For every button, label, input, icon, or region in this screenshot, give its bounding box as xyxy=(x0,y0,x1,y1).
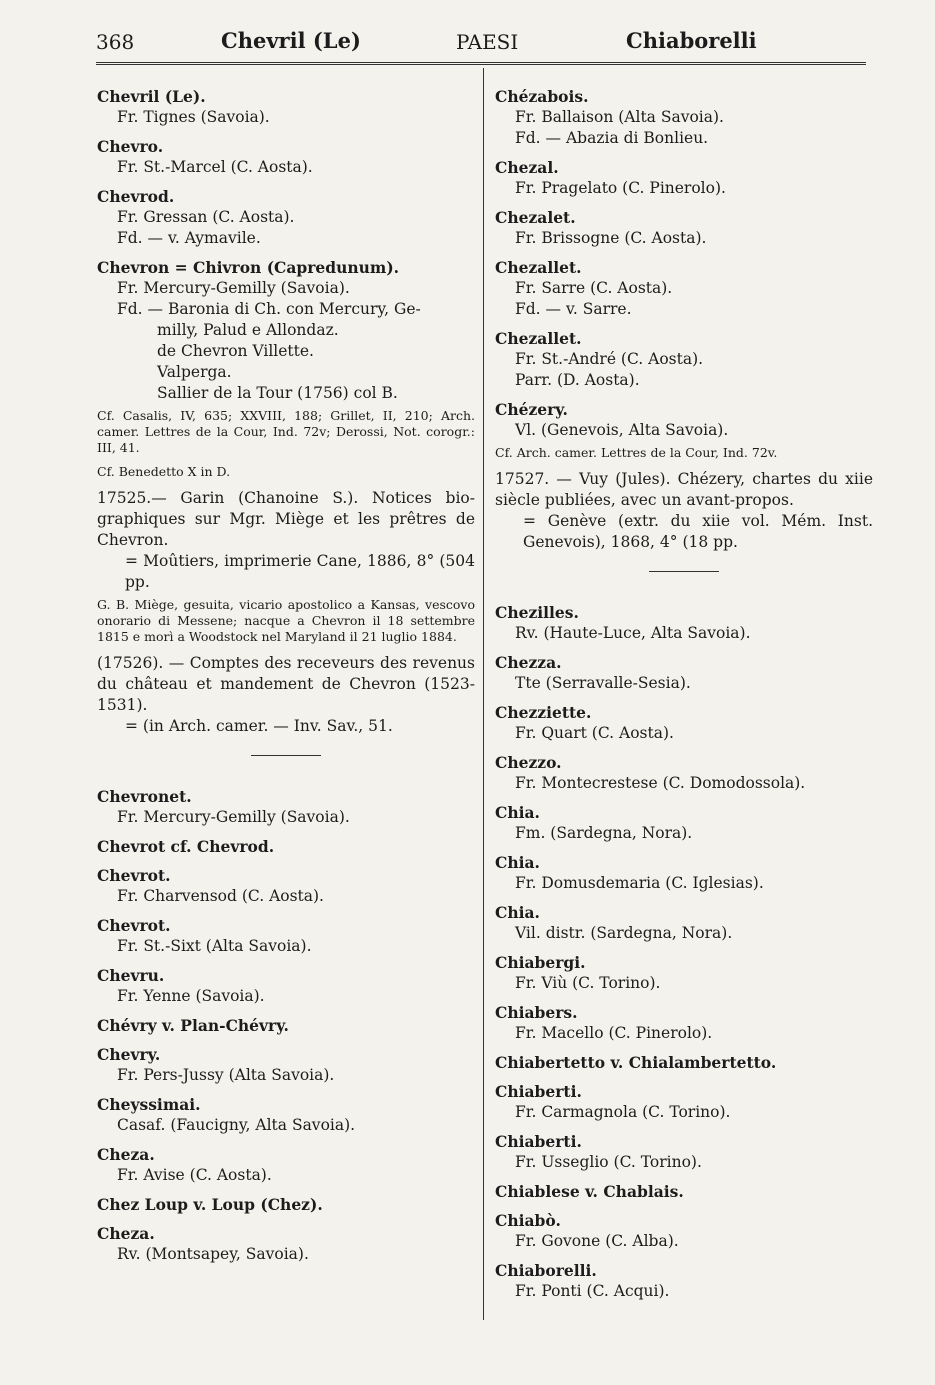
entry-heading: Chezziette. xyxy=(495,703,592,722)
entry-line: Parr. (D. Aosta). xyxy=(515,371,640,389)
entry-line: Fr. Ponti (C. Acqui). xyxy=(515,1282,670,1300)
entry-heading: Chevronet. xyxy=(97,787,192,806)
section-separator xyxy=(251,755,321,756)
entry-line: Fr. Carmagnola (C. Torino). xyxy=(515,1103,731,1121)
entry-line: Fr. St.-André (C. Aosta). xyxy=(515,350,704,368)
entry xyxy=(97,915,475,957)
entry-line: Vl. (Genevois, Alta Savoia). xyxy=(515,421,729,439)
entry xyxy=(495,902,873,944)
entry-heading: Chezilles. xyxy=(495,603,579,622)
entry xyxy=(495,752,873,794)
entry-line: Fr. St.-Marcel (C. Aosta). xyxy=(117,158,313,176)
entry-line: Fr. Yenne (Savoia). xyxy=(117,987,265,1005)
entry-line: Fr. Gressan (C. Aosta). xyxy=(117,208,295,226)
entry-heading: Chevry. xyxy=(97,1045,161,1064)
entry-heading: Cheza. xyxy=(97,1224,155,1243)
entry-heading: Chezallet. xyxy=(495,258,582,277)
entry-heading: Chevrod. xyxy=(97,187,175,206)
entry-line: Fd. — v. Aymavile. xyxy=(117,229,261,247)
entry-line: Valperga. xyxy=(157,363,232,381)
left-column xyxy=(97,86,475,1273)
entry-line: Fm. (Sardegna, Nora). xyxy=(515,824,693,842)
entry xyxy=(495,1181,873,1202)
entry-heading: Chevru. xyxy=(97,966,165,985)
entry-line: Fr. Viù (C. Torino). xyxy=(515,974,661,992)
entry xyxy=(495,328,873,391)
bibliography-publication: = Moûtiers, imprimerie Cane, 1886, 8° (504 pp. xyxy=(125,552,475,591)
page-number: 368 xyxy=(96,30,135,54)
header-rule xyxy=(96,62,866,65)
entry-heading: Chiaborelli. xyxy=(495,1261,597,1280)
entry xyxy=(495,1131,873,1173)
entry-line: Fr. Usseglio (C. Torino). xyxy=(515,1153,702,1171)
entry-line: Fd. — Baronia di Ch. con Mercury, Ge- xyxy=(117,300,421,318)
entry-line: Fr. Pragelato (C. Pinerolo). xyxy=(515,179,726,197)
entry xyxy=(97,1094,475,1136)
entry-heading: Cheza. xyxy=(97,1145,155,1164)
entry-heading: Chevro. xyxy=(97,137,164,156)
entry-line: Fr. Ballaison (Alta Savoia). xyxy=(515,108,724,126)
bibliography-note: G. B. Miège, gesuita, vicario apostolico a Kansas, vescovo onorario di Messene; nacque a Chevron il 18 settembre 1815 e morì a Woodstock nel Maryland il 21 luglio 1884. xyxy=(97,597,475,644)
entry xyxy=(495,1081,873,1123)
entry xyxy=(97,965,475,1007)
entry-heading: Chevril (Le). xyxy=(97,87,206,106)
entry xyxy=(97,86,475,128)
bibliography-entry xyxy=(495,469,873,553)
entry-line: Fr. Pers-Jussy (Alta Savoia). xyxy=(117,1066,335,1084)
entry xyxy=(97,1044,475,1086)
entry-line: Fr. Charvensod (C. Aosta). xyxy=(117,887,324,905)
entry-heading: Chez Loup v. Loup (Chez). xyxy=(97,1195,323,1214)
entry-line: de Chevron Villette. xyxy=(157,342,314,360)
page-header xyxy=(96,28,866,58)
entry xyxy=(495,602,873,644)
entry-line: Fr. Govone (C. Alba). xyxy=(515,1232,679,1250)
entry xyxy=(97,1015,475,1036)
reference-note: Cf. Arch. camer. Lettres de la Cour, Ind. 72v. xyxy=(495,445,778,460)
entry-heading: Chiabertetto v. Chialambertetto. xyxy=(495,1053,777,1072)
bibliography-text: 17525.— Garin (Chanoine S.). Notices bio-graphiques sur Mgr. Miège et les prêtres de Chevron. xyxy=(97,489,475,549)
entry xyxy=(495,1210,873,1252)
entry-line: Fr. Mercury-Gemilly (Savoia). xyxy=(117,279,350,297)
entry-heading: Chezzo. xyxy=(495,753,562,772)
entry-heading: Chiaberti. xyxy=(495,1132,582,1151)
entry xyxy=(97,865,475,907)
entry-heading: Chia. xyxy=(495,903,540,922)
bibliography-publication: = Genève (extr. du xiie vol. Mém. Inst. Genevois), 1868, 4° (18 pp. xyxy=(523,512,873,551)
entry-heading: Chevron = Chivron (Capredunum). xyxy=(97,258,400,277)
entry xyxy=(495,1260,873,1302)
entry-heading: Chévry v. Plan-Chévry. xyxy=(97,1016,289,1035)
entry-heading: Chezza. xyxy=(495,653,562,672)
entry-line: milly, Palud e Allondaz. xyxy=(157,321,339,339)
right-running-head: Chiaborelli xyxy=(626,28,757,53)
entry xyxy=(97,786,475,828)
entry-line: Fr. Tignes (Savoia). xyxy=(117,108,270,126)
entry-heading: Chezallet. xyxy=(495,329,582,348)
entry xyxy=(495,399,873,461)
entry xyxy=(495,1052,873,1073)
entry xyxy=(495,257,873,320)
entry-line: Fr. Brissogne (C. Aosta). xyxy=(515,229,707,247)
entry-line: Casaf. (Faucigny, Alta Savoia). xyxy=(117,1116,356,1134)
entry xyxy=(97,836,475,857)
entry xyxy=(97,1194,475,1215)
entry-heading: Chiaberti. xyxy=(495,1082,582,1101)
entry-heading: Chevrot. xyxy=(97,866,171,885)
entry-heading: Chia. xyxy=(495,853,540,872)
entry-line: Fr. Mercury-Gemilly (Savoia). xyxy=(117,808,350,826)
entry-line: Vil. distr. (Sardegna, Nora). xyxy=(515,924,733,942)
entry-heading: Chiablese v. Chablais. xyxy=(495,1182,684,1201)
column-divider xyxy=(483,68,484,1320)
entry-line: Rv. (Haute-Luce, Alta Savoia). xyxy=(515,624,751,642)
entry xyxy=(97,136,475,178)
entry xyxy=(495,86,873,149)
entry-line: Fd. — Abazia di Bonlieu. xyxy=(515,129,709,147)
center-running-head: PAESI xyxy=(456,30,519,54)
entry xyxy=(495,852,873,894)
entry xyxy=(495,802,873,844)
entry-line: Rv. (Montsapey, Savoia). xyxy=(117,1245,309,1263)
entry-heading: Chiabers. xyxy=(495,1003,578,1022)
entry-heading: Chiabò. xyxy=(495,1211,561,1230)
entry xyxy=(97,1223,475,1265)
entry-heading: Chézabois. xyxy=(495,87,589,106)
entry-line: Fr. Quart (C. Aosta). xyxy=(515,724,674,742)
section-separator xyxy=(649,571,719,572)
entry-heading: Chezalet. xyxy=(495,208,576,227)
entry-line: Fr. Sarre (C. Aosta). xyxy=(515,279,673,297)
entry xyxy=(495,652,873,694)
bibliography-text: (17526). — Comptes des receveurs des revenus du château et mandement de Chevron (1523-1531). xyxy=(97,654,475,714)
entry xyxy=(97,257,475,480)
entry-heading: Chevrot cf. Chevrod. xyxy=(97,837,275,856)
entry-heading: Cheyssimai. xyxy=(97,1095,201,1114)
entry-line: Fr. Avise (C. Aosta). xyxy=(117,1166,272,1184)
entry-heading: Chézery. xyxy=(495,400,568,419)
entry-line: Fd. — v. Sarre. xyxy=(515,300,632,318)
entry-heading: Chezal. xyxy=(495,158,559,177)
entry-line: Sallier de la Tour (1756) col B. xyxy=(157,384,398,402)
entry xyxy=(495,157,873,199)
entry xyxy=(97,186,475,249)
entry-line: Fr. Domusdemaria (C. Iglesias). xyxy=(515,874,764,892)
entry xyxy=(495,702,873,744)
entry-heading: Chevrot. xyxy=(97,916,171,935)
entry xyxy=(97,1144,475,1186)
entry xyxy=(495,1002,873,1044)
entry-line: Fr. Macello (C. Pinerolo). xyxy=(515,1024,713,1042)
reference-note: Cf. Benedetto X in D. xyxy=(97,464,231,479)
entry xyxy=(495,207,873,249)
bibliography-entry xyxy=(97,653,475,737)
left-running-head: Chevril (Le) xyxy=(221,28,361,53)
entry-line: Tte (Serravalle-Sesia). xyxy=(515,674,691,692)
entry-line: Fr. St.-Sixt (Alta Savoia). xyxy=(117,937,312,955)
bibliography-text: 17527. — Vuy (Jules). Chézery, chartes du xiie siècle publiées, avec un avant-propos. xyxy=(495,470,873,509)
right-column xyxy=(495,86,873,1310)
bibliography-publication: = (in Arch. camer. — Inv. Sav., 51. xyxy=(125,717,393,735)
bibliography-entry xyxy=(97,488,475,645)
entry-heading: Chiabergi. xyxy=(495,953,586,972)
entry-line: Fr. Montecrestese (C. Domodossola). xyxy=(515,774,806,792)
entry-heading: Chia. xyxy=(495,803,540,822)
entry xyxy=(495,952,873,994)
reference-note: Cf. Casalis, IV, 635; XXVIII, 188; Grillet, II, 210; Arch. camer. Lettres de la Cour, Ind. 72v; Derossi, Not. corogr.: III, 41. xyxy=(97,408,475,455)
